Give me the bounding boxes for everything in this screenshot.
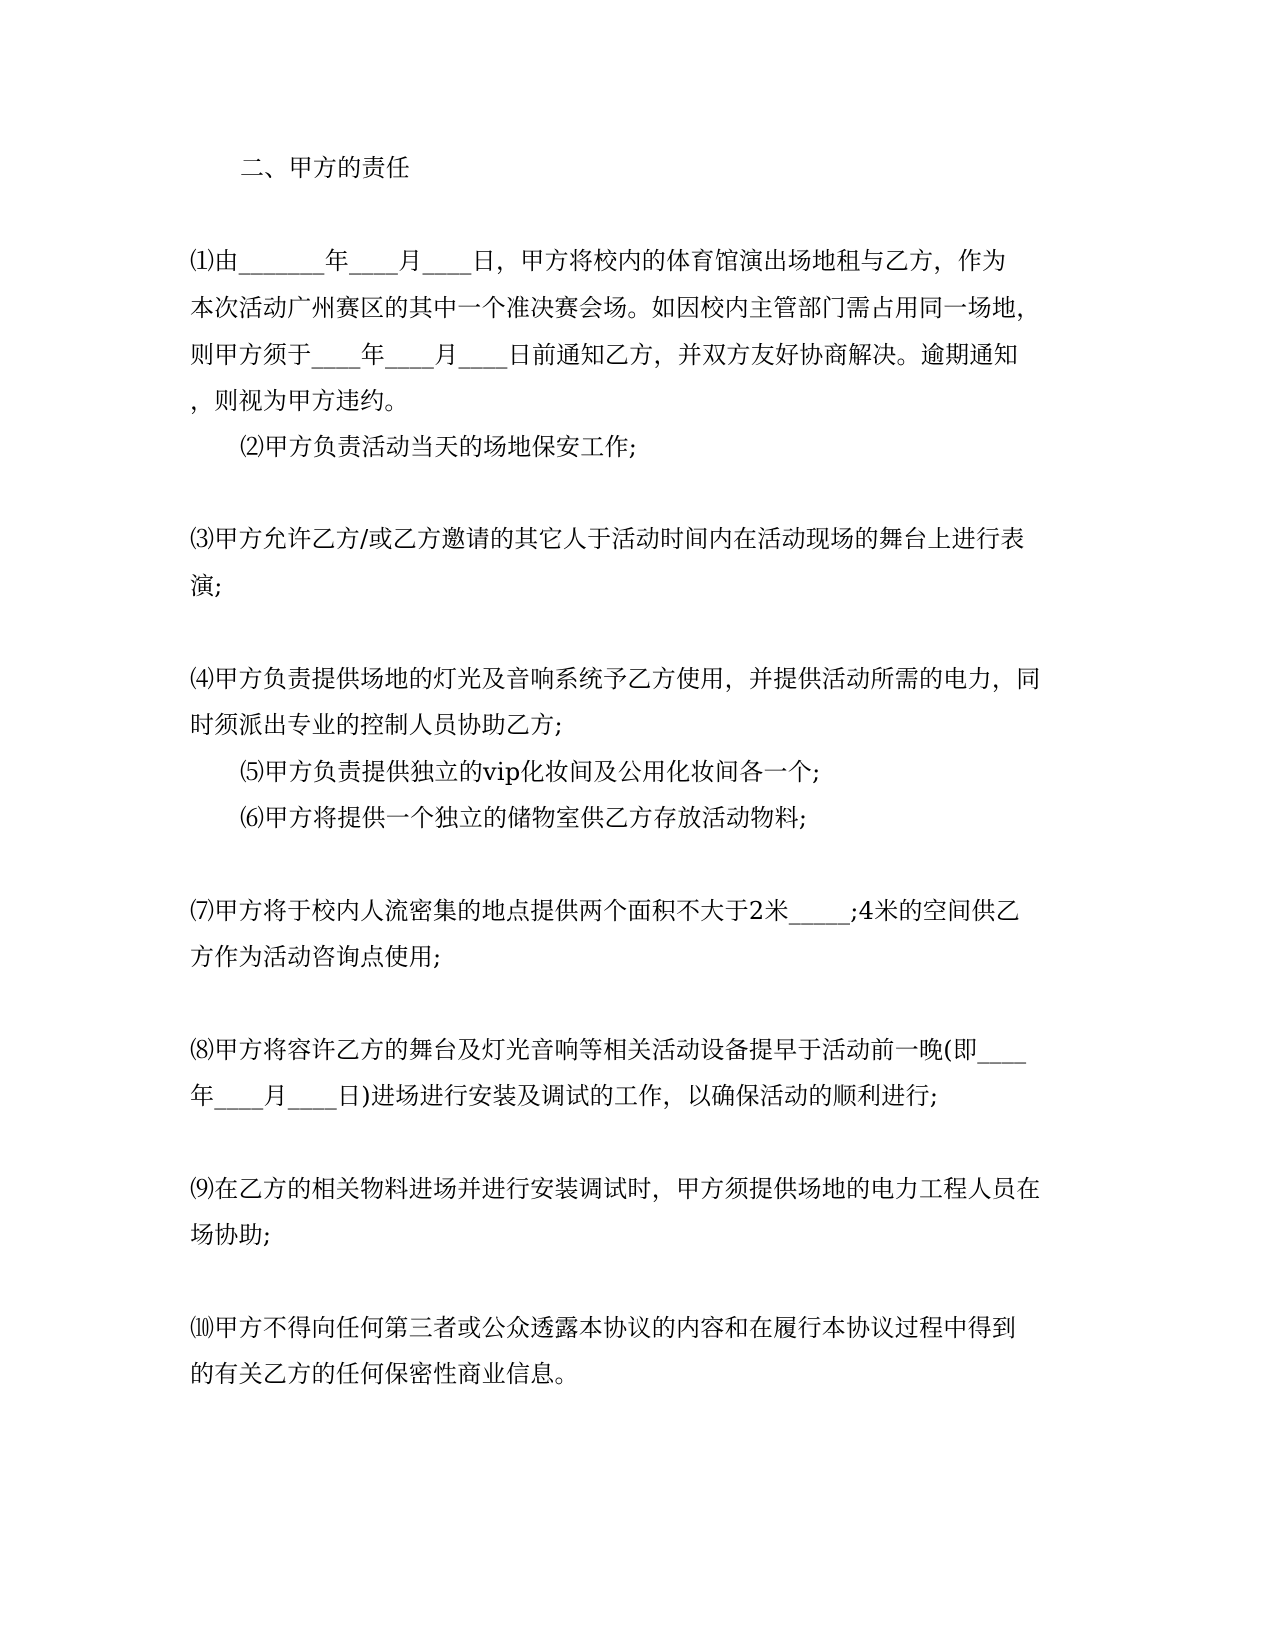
text-line: ⑼在乙方的相关物料进场并进行安装调试时，甲方须提供场地的电力工程人员在: [190, 1175, 1041, 1203]
text-line: ⑺甲方将于校内人流密集的地点提供两个面积不大于2米_____;4米的空间供乙: [190, 897, 1021, 925]
text-line: ，则视为甲方违约。: [190, 387, 409, 415]
text-line: ⑴由_______年____月____日，甲方将校内的体育馆演出场地租与乙方，作为: [190, 247, 1007, 275]
text-line: ⑷甲方负责提供场地的灯光及音响系统予乙方使用，并提供活动所需的电力，同: [190, 665, 1041, 693]
text-line: 方作为活动咨询点使用;: [190, 943, 442, 971]
text-line: 年____月____日)进场进行安装及调试的工作，以确保活动的顺利进行;: [190, 1082, 939, 1110]
text-line: 演;: [190, 572, 223, 600]
text-line: 本次活动广州赛区的其中一个准决赛会场。如因校内主管部门需占用同一场地，: [190, 294, 1041, 322]
text-line: ⑹甲方将提供一个独立的储物室供乙方存放活动物料;: [240, 804, 808, 832]
text-line: ⑵甲方负责活动当天的场地保安工作;: [240, 433, 638, 461]
section-heading: 二、甲方的责任: [240, 154, 411, 182]
text-line: 则甲方须于____年____月____日前通知乙方，并双方友好协商解决。逾期通知: [190, 341, 1018, 369]
text-line: 场协助;: [190, 1221, 272, 1249]
text-line: ⑽甲方不得向任何第三者或公众透露本协议的内容和在履行本协议过程中得到: [190, 1314, 1017, 1342]
text-line: ⑸甲方负责提供独立的vip化妆间及公用化妆间各一个;: [240, 758, 821, 786]
text-line: ⑶甲方允许乙方/或乙方邀请的其它人于活动时间内在活动现场的舞台上进行表: [190, 525, 1025, 553]
text-line: ⑻甲方将容许乙方的舞台及灯光音响等相关活动设备提早于活动前一晚(即____: [190, 1036, 1027, 1064]
text-line: 时须派出专业的控制人员协助乙方;: [190, 711, 563, 739]
text-line: 的有关乙方的任何保密性商业信息。: [190, 1360, 579, 1388]
